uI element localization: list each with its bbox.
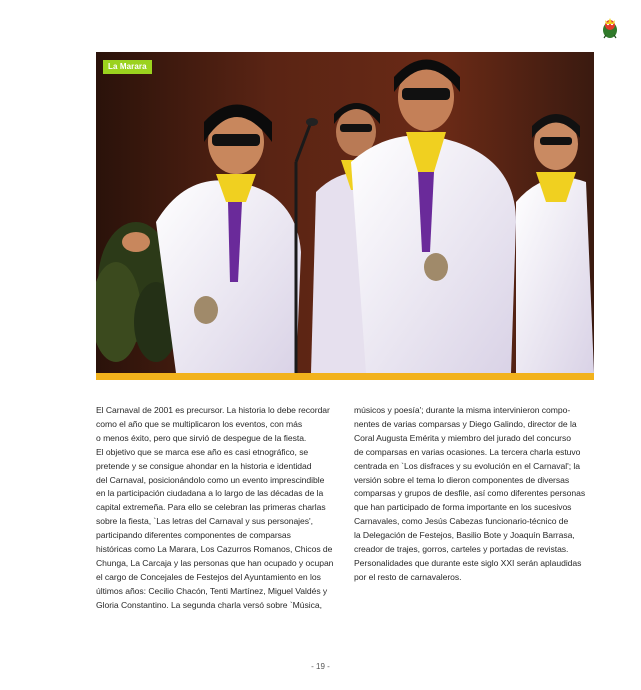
text-line: El objetivo que se marca ese año es casi etnográfico, se bbox=[96, 446, 309, 457]
text-line: históricas como La Marara, Los Cazurros Romanos, Chicos de bbox=[96, 544, 333, 555]
text-line: Carnavales, como Jesús Cabezas funcionario-técnico de bbox=[354, 516, 569, 527]
text-line: o menos éxito, pero que sirvió de despegue de la fiesta. bbox=[96, 432, 307, 443]
text-line: Chunga, La Carcaja y las personas que han ocupado y ocupan bbox=[96, 557, 334, 568]
text-line: capital extremeña. Para ello se celebran las primeras charlas bbox=[96, 502, 326, 513]
text-column-left bbox=[96, 404, 336, 613]
carnival-group-photo bbox=[96, 52, 594, 373]
text-line: últimos años: Cecilio Chacón, Tenti Martínez, Miguel Valdés y bbox=[96, 585, 328, 596]
text-line: nentes de varias comparsas y Diego Galindo, director de la bbox=[354, 418, 577, 429]
text-column-right bbox=[354, 404, 594, 585]
photo-tag: La Marara bbox=[103, 60, 152, 74]
text-line: comparsas y grupos de desfile, así como diferentes personas bbox=[354, 488, 586, 499]
text-line: Personalidades que durante este siglo XXI serán aplaudidas bbox=[354, 557, 582, 568]
text-line: creador de trajes, gorros, carteles y portadas de revistas. bbox=[354, 544, 569, 555]
text-line: El Carnaval de 2001 es precursor. La historia lo debe recordar bbox=[96, 405, 330, 415]
text-line: en la participación ciudadana a lo largo de las décadas de la bbox=[96, 488, 324, 499]
text-line: sobre la fiesta, `Las letras del Carnaval y sus personajes', bbox=[96, 516, 313, 527]
text-line: participando diferentes componentes de comparsas bbox=[96, 530, 291, 541]
carnival-mascot-icon bbox=[600, 17, 620, 39]
text-line: Gloria Constantino. La segunda charla versó sobre `Música, bbox=[96, 599, 322, 610]
text-line: pretende y se consigue ahondar en la historia e identidad bbox=[96, 460, 312, 471]
text-line: centrada en `Los disfraces y su evolución en el Carnaval'; la bbox=[354, 460, 580, 471]
page-number: - 19 - bbox=[311, 662, 330, 671]
text-line: la Delegación de Festejos, Basilio Bote y Joaquín Barrasa, bbox=[354, 530, 575, 541]
text-line: Coral Augusta Emérita y miembro del jurado del concurso bbox=[354, 432, 571, 443]
text-line: el cargo de Concejales de Festejos del Ayuntamiento en los bbox=[96, 571, 321, 582]
photo-accent-bar bbox=[96, 373, 594, 380]
text-line: del Carnaval, posicionándolo como un evento imprescindible bbox=[96, 474, 325, 485]
text-line: músicos y poesía'; durante la misma intervinieron compo- bbox=[354, 405, 571, 415]
text-line: de comparsas en varias ocasiones. La tercera charla estuvo bbox=[354, 446, 581, 457]
text-line: versión sobre el tema lo dieron componentes de diversas bbox=[354, 474, 570, 485]
text-line: como el año que se multiplicaron los eventos, con más bbox=[96, 418, 303, 429]
text-line: que han participado de forma importante en los sucesivos bbox=[354, 502, 572, 513]
text-line: por el resto de carnavaleros. bbox=[354, 571, 462, 582]
